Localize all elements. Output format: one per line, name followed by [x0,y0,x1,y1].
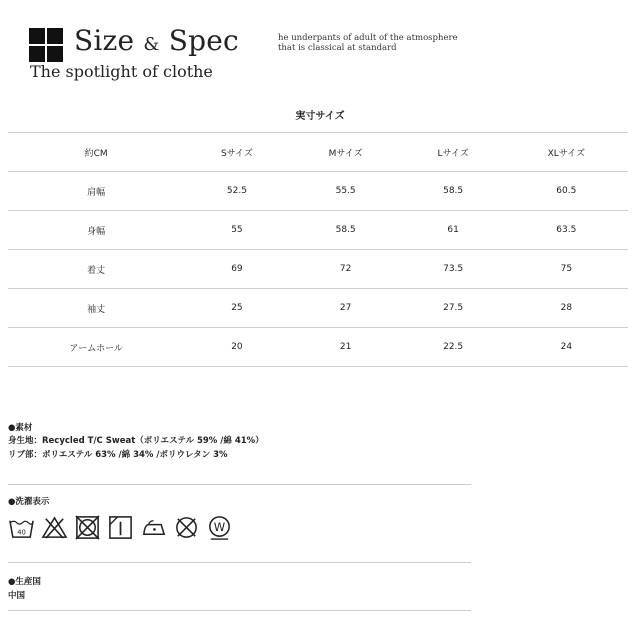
divider [8,562,471,563]
table-cell: 72 [290,250,402,289]
wash-temp-label: 40 [17,528,26,537]
iron-low-icon [140,514,167,541]
table-cell: 75 [505,250,628,289]
table-cell: 58.5 [290,211,402,250]
row-label: 肩幅 [8,172,184,211]
origin-country: 中国 [8,591,26,601]
no-bleach-icon [41,514,68,541]
table-cell: 27 [290,289,402,328]
page-title: Size & Spec [74,24,239,57]
divider [8,610,471,611]
column-header: Mサイズ [290,133,402,172]
material-rib: リブ部：ポリエステル 63% /綿 34% /ポリウレタン 3% [8,449,228,460]
column-header: XLサイズ [505,133,628,172]
size-table [8,132,628,367]
table-cell: 69 [184,250,289,289]
table-header-row [8,133,628,172]
table-cell: 24 [505,328,628,367]
column-header: Sサイズ [184,133,289,172]
table-cell: 73.5 [402,250,505,289]
table-cell: 52.5 [184,172,289,211]
row-label: 袖丈 [8,289,184,328]
line-dry-icon [107,514,134,541]
brand-logo-icon [29,28,63,62]
table-row [8,250,628,289]
table-row [8,211,628,250]
row-label: 着丈 [8,250,184,289]
table-cell: 20 [184,328,289,367]
table-cell: 27.5 [402,289,505,328]
table-cell: 22.5 [402,328,505,367]
wet-clean-icon [206,514,233,541]
wash-40-icon [8,514,35,541]
table-cell: 28 [505,289,628,328]
care-heading: ●洗濯表示 [8,497,50,507]
row-label: アームホール [8,328,184,367]
table-cell: 58.5 [402,172,505,211]
material-body: 身生地：Recycled T/C Sweat（ポリエステル 59% /綿 41%） [8,436,264,446]
table-row [8,328,628,367]
care-icons [8,514,233,548]
table-cell: 21 [290,328,402,367]
row-label: 身幅 [8,211,184,250]
column-header: 約CM [8,133,184,172]
table-row [8,172,628,211]
table-cell: 63.5 [505,211,628,250]
no-dry-clean-icon [173,514,200,541]
table-cell: 60.5 [505,172,628,211]
page-subtitle: The spotlight of clothe [30,62,213,81]
wet-clean-letter: W [213,519,226,534]
no-tumble-dry-icon [74,514,101,541]
size-table-title: 実寸サイズ [295,111,345,122]
table-cell: 25 [184,289,289,328]
table-row [8,289,628,328]
table-cell: 61 [402,211,505,250]
tagline: he underpants of adult of the atmosphere that is classical at standard [278,33,458,53]
divider [8,484,471,485]
column-header: Lサイズ [402,133,505,172]
material-details [8,435,264,462]
table-cell: 55 [184,211,289,250]
origin-heading: ●生産国 [8,577,41,587]
table-cell: 55.5 [290,172,402,211]
material-heading: ●素材 [8,423,33,433]
